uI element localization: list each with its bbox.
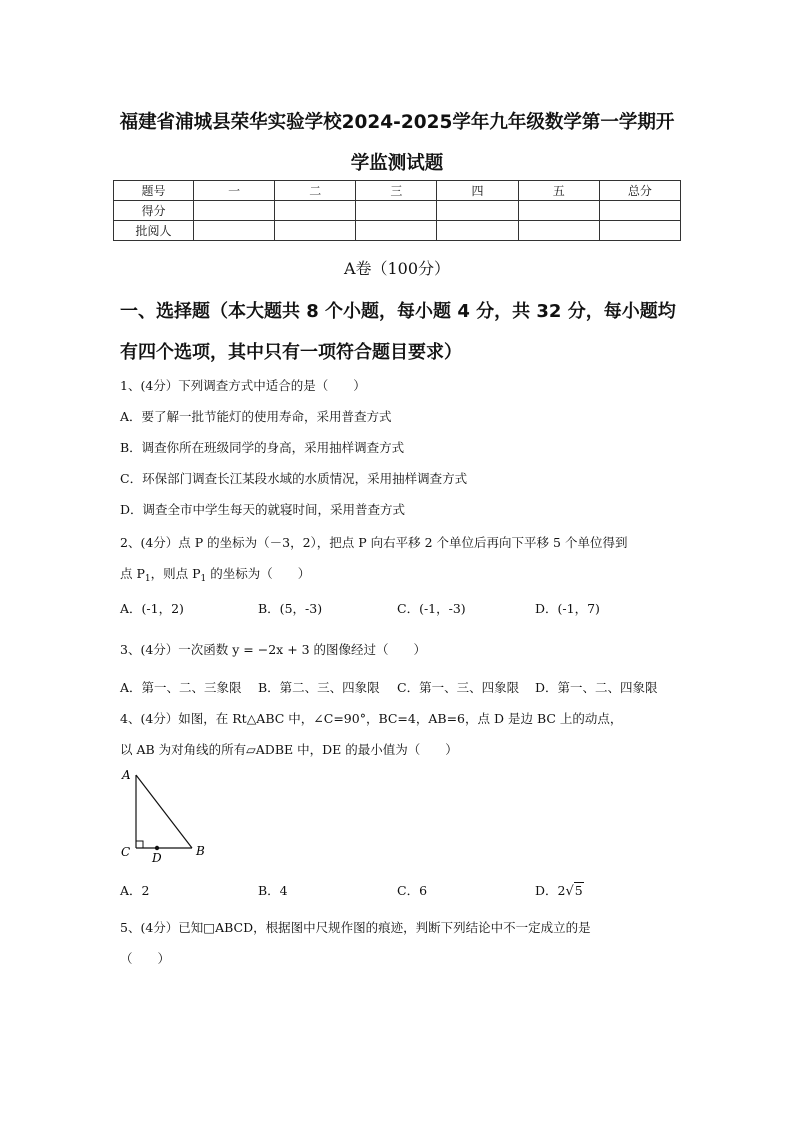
question-2-option-c: C．(-1，-3)	[397, 601, 466, 616]
question-2-option-b: B．(5，-3)	[258, 601, 323, 616]
question-2-line2-post: 的坐标为（ ）	[206, 566, 311, 581]
score-cell	[356, 201, 437, 221]
question-5-line1: 5、(4分）已知□ABCD，根据图中尺规作图的痕迹，判断下列结论中不一定成立的是	[120, 920, 591, 935]
page-title-line2: 学监测试题	[350, 153, 444, 174]
label-d: D	[152, 851, 162, 865]
section-heading-line2: 有四个选项，其中只有一项符合题目要求）	[120, 342, 462, 363]
score-table-header: 总分	[599, 181, 680, 201]
score-table-row	[114, 221, 681, 241]
question-2-line2	[120, 564, 310, 584]
radicand: 5	[574, 883, 583, 898]
score-table-header: 五	[518, 181, 599, 201]
score-table-header: 二	[275, 181, 356, 201]
sqrt-sign: √	[565, 884, 574, 899]
reviewer-cell	[599, 221, 680, 241]
question-4-line2: 以 AB 为对角线的所有▱ADBE 中，DE 的最小值为（ ）	[120, 742, 458, 757]
question-5-line2: （ ）	[120, 951, 171, 966]
score-table-header-row	[114, 181, 681, 201]
question-2-line2-pre: 点 P	[120, 566, 145, 581]
score-cell	[275, 201, 356, 221]
score-table-header: 四	[437, 181, 518, 201]
point-d	[155, 846, 159, 850]
label-b: B	[196, 844, 205, 858]
question-4-option-b: B．4	[258, 883, 288, 898]
subscript: 1	[200, 574, 207, 584]
question-3-stem: 3、(4分）一次函数 y = −2x + 3 的图像经过（ ）	[120, 642, 427, 657]
label-a: A	[122, 768, 131, 782]
score-table-row-label: 得分	[114, 201, 194, 221]
right-angle-mark	[136, 841, 143, 848]
score-cell	[518, 201, 599, 221]
score-table-row	[114, 201, 681, 221]
score-cell	[437, 201, 518, 221]
question-3-option-b: B．第二、三、四象限	[258, 680, 380, 695]
question-2-option-d: D．(-1，7)	[535, 601, 600, 616]
question-1-stem: 1、(4分）下列调查方式中适合的是（ ）	[120, 378, 366, 393]
question-1-option-b: B．调查你所在班级同学的身高，采用抽样调查方式	[120, 440, 405, 455]
score-cell	[194, 201, 275, 221]
reviewer-cell	[356, 221, 437, 241]
page-title-line1: 福建省浦城县荣华实验学校2024-2025学年九年级数学第一学期开	[119, 112, 675, 133]
volume-heading: A卷（100分）	[343, 259, 451, 278]
score-table	[113, 180, 681, 241]
question-4-option-c: C．6	[397, 883, 428, 898]
section-heading-line1: 一、选择题（本大题共 8 个小题，每小题 4 分，共 32 分，每小题均	[120, 301, 676, 322]
score-cell	[599, 201, 680, 221]
question-4-option-d	[535, 881, 584, 899]
question-2-option-a: A．(-1，2)	[120, 601, 184, 616]
subscript: 1	[144, 574, 151, 584]
reviewer-cell	[275, 221, 356, 241]
question-3-option-c: C．第一、三、四象限	[397, 680, 520, 695]
question-3-option-d: D．第一、二、四象限	[535, 680, 658, 695]
question-1-option-a: A．要了解一批节能灯的使用寿命，采用普查方式	[120, 409, 392, 424]
reviewer-cell	[194, 221, 275, 241]
question-2-line2-mid: ，则点 P	[150, 566, 201, 581]
reviewer-cell	[437, 221, 518, 241]
question-4-option-a: A．2	[120, 883, 150, 898]
question-2-line1: 2、(4分）点 P 的坐标为（－3，2），把点 P 向右平移 2 个单位后再向下平移 5 个单位得到	[120, 535, 628, 550]
question-3-option-a: A．第一、二、三象限	[120, 680, 242, 695]
score-table-header: 题号	[114, 181, 194, 201]
score-table-row-label: 批阅人	[114, 221, 194, 241]
question-1-option-c: C．环保部门调查长江某段水域的水质情况，采用抽样调查方式	[120, 471, 468, 486]
triangle-figure	[112, 765, 222, 865]
question-4-line1: 4、(4分）如图，在 Rt△ABC 中，∠C=90°，BC=4，AB=6，点 D 是边 BC 上的动点，	[120, 711, 623, 726]
question-1-option-d: D．调查全市中学生每天的就寝时间，采用普查方式	[120, 502, 406, 517]
label-c: C	[121, 845, 131, 859]
reviewer-cell	[518, 221, 599, 241]
score-table-header: 一	[194, 181, 275, 201]
score-table-header: 三	[356, 181, 437, 201]
edge-ab	[136, 775, 192, 848]
option-d-coefficient: D．2	[535, 883, 566, 898]
